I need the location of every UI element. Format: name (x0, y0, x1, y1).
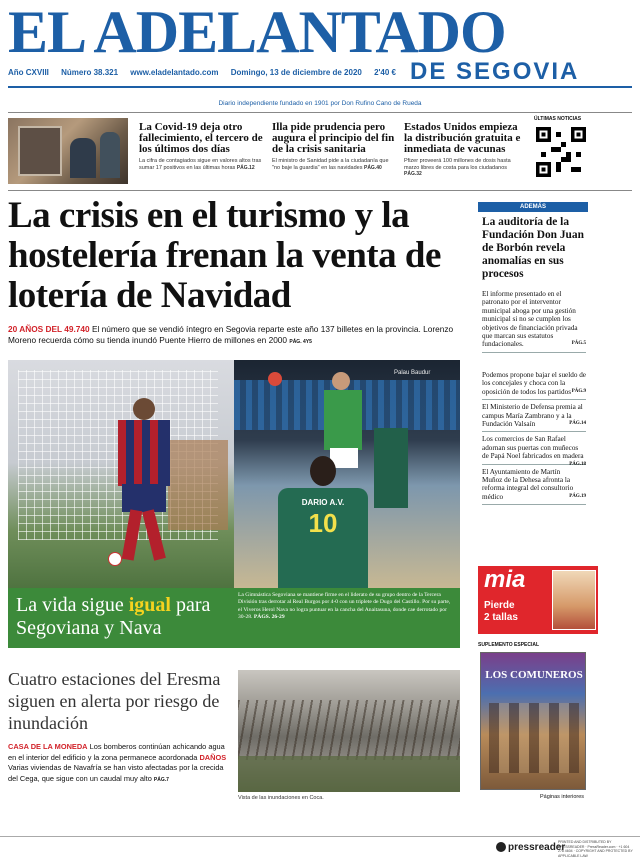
teaser-headline: Estados Unidos empieza la distribución gratuita e inmediata de vacunas (404, 121, 521, 155)
feature-headline: La auditoría de la Fundación Don Juan de Borbón revela anomalías en sus procesos (482, 216, 584, 280)
sports-headline (16, 594, 232, 640)
teaser-headline: La Covid-19 deja otro fallecimiento, el tercero de los últimos dos días (139, 121, 263, 155)
page-ref: PÁG.5 (571, 341, 586, 347)
teaser-photo (8, 118, 128, 184)
court-ad: Palau Baudur (394, 370, 431, 376)
sidebar-item[interactable]: Podemos propone bajar el sueldo de los concejales y choca con la oposición de todos los partidos PÁG.9 (482, 368, 586, 400)
sports-text: La Gimnástica Segoviana se mantiene firme en el liderato de su grupo dentro de la Tercera División tras derrotar al Real Burgos por 4-0 con un triplete de Dugo del Castillo. Por su parte, el Viveros Herol Nava no logra puntuar en la cancha del Anaitasuna, donde cae derrotado por 30-28. PÁGS. 26-29 (238, 592, 451, 621)
footer-rule (0, 836, 640, 837)
page-ref: PÁG. 4Y5 (289, 338, 312, 345)
teaser-text: Pfizer proveerá 100 millones de dosis hasta marzo libres de costa para los ciudadanos (404, 158, 511, 171)
eresma-label-1: CASA DE LA MONEDA (8, 742, 88, 751)
supplement-cover[interactable] (480, 652, 586, 790)
teaser-covid[interactable] (139, 122, 263, 171)
sports-headline-highlight: igual (128, 594, 171, 616)
football-photo (8, 360, 234, 588)
handball-photo (234, 360, 460, 588)
teaser-text: El ministro de Sanidad pide a la ciudadanía que "no baje la guardia" en las navidades (272, 158, 389, 171)
main-lead (8, 324, 470, 347)
teaser-vaccines[interactable] (404, 122, 526, 178)
mia-line1: Pierde (484, 600, 515, 611)
eresma-label-2: DAÑOS (199, 752, 227, 762)
supplement-title: LOS COMUNEROS (485, 669, 583, 681)
pressreader-icon (496, 842, 506, 852)
page-ref: PÁG.32 (404, 171, 422, 177)
lead-text: El número que se vendió íntegro en Segovia reparte este año 137 billetes en la provincia. Lorenzo Moreno recuerda cómo su tienda inundó Puente Hierro de millones en 2000 (8, 324, 454, 345)
teaser-headline: Illa pide prudencia pero augura el principio del fin de la crisis sanitaria (272, 121, 395, 155)
supplement-label: SUPLEMENTO ESPECIAL (478, 642, 540, 648)
photo-caption: Vista de las inundaciones en Coca. (238, 795, 324, 801)
sports-headline-part2: para Segoviana y Nava (16, 594, 211, 639)
footer-note: PRINTED AND DISTRIBUTED BY PRESSREADER · PressReader.com · +1 604 278 4604 · COPYRIGHT AND PROTECTED BY APPLICABLE LAW (558, 840, 633, 858)
qr-code-icon[interactable] (536, 126, 586, 178)
issue-info (8, 68, 406, 77)
sports-banner[interactable] (8, 588, 460, 648)
website-link[interactable]: www.eladelantado.com (130, 68, 219, 77)
jersey-number: 10 (308, 508, 338, 538)
page-ref: PÁGS. 26-29 (253, 614, 285, 621)
divider (8, 190, 632, 191)
page-ref: PÁG.7 (153, 776, 169, 783)
pressreader-logo[interactable]: pressreader (496, 842, 565, 853)
issue-price: 2'40 € (374, 68, 396, 77)
divider (8, 112, 632, 113)
page-ref: PÁG.40 (363, 164, 382, 171)
sidebar-list (482, 368, 586, 505)
mia-cover-image (552, 570, 596, 630)
sports-headline-part1: La vida sigue (16, 594, 124, 616)
teaser-text: La cifra de contagiados sigue en valores altos tras sumar 17 positivos en las últimas horas (139, 158, 262, 171)
sidebar-feature[interactable]: La auditoría de la Fundación Don Juan de Borbón revela anomalías en sus procesos El informe presentado en el patronato por el interventor municipal aboga por una gestión municipal si no se cumplen los objetivos de financiación privada que marcan sus estatutos fundacionales. PÁG.5 (482, 216, 586, 353)
masthead-rule (8, 86, 632, 88)
masthead-title: EL ADELANTADO (8, 0, 506, 65)
issue-number: Número 38.321 (61, 68, 119, 77)
mia-brand: mia (484, 566, 526, 593)
sidebar-item[interactable]: El Ministerio de Defensa premia al campus María Zambrano y a la Fundación Valsaín PÁG.14 (482, 400, 586, 432)
supplement-pages: Páginas interiores (540, 794, 585, 800)
eresma-text: CASA DE LA MONEDA Los bomberos continúan achicando agua en el interior del edificio y la zona permanece acordonada DAÑOS Varias viviendas de Navafría se han visto afectadas por la crecida del Cega, que sigue con un caudal muy alto PÁG.7 (8, 742, 227, 783)
sidebar-header: ADEMÁS (478, 202, 588, 212)
masthead-subtitle: DE SEGOVIA (410, 58, 580, 85)
eresma-headline[interactable]: Cuatro estaciones del Eresma siguen en alerta por riesgo de inundación (8, 669, 221, 733)
issue-date: Domingo, 13 de diciembre de 2020 (230, 68, 362, 77)
tagline: Diario independiente fundado en 1901 por Don Rufino Cano de Rueda (218, 100, 422, 107)
main-headline[interactable]: La crisis en el turismo y la hostelería frenan la venta de lotería de Navidad (8, 195, 441, 316)
page-ref: PÁG.12 (236, 164, 255, 171)
qr-label: ÚLTIMAS NOTICIAS (534, 116, 582, 122)
teaser-illa[interactable] (272, 122, 396, 171)
issue-year: Año CXVIII (8, 68, 49, 77)
flood-photo (238, 670, 460, 792)
lead-label: 20 AÑOS DEL 49.740 (8, 324, 90, 334)
mia-ad[interactable] (478, 566, 598, 634)
sidebar-item[interactable]: El Ayuntamiento de Martín Muñoz de la Dehesa afronta la reforma integral del consultorio médico PÁG.19 (482, 465, 586, 506)
jersey-name: DARIO A.V. (301, 498, 345, 507)
sidebar-item[interactable]: Los comercios de San Rafael adornan sus puertas con muñecos de Papá Noel fabricados en madera PÁG.18 (482, 432, 586, 464)
mia-line2: 2 tallas (484, 612, 518, 623)
